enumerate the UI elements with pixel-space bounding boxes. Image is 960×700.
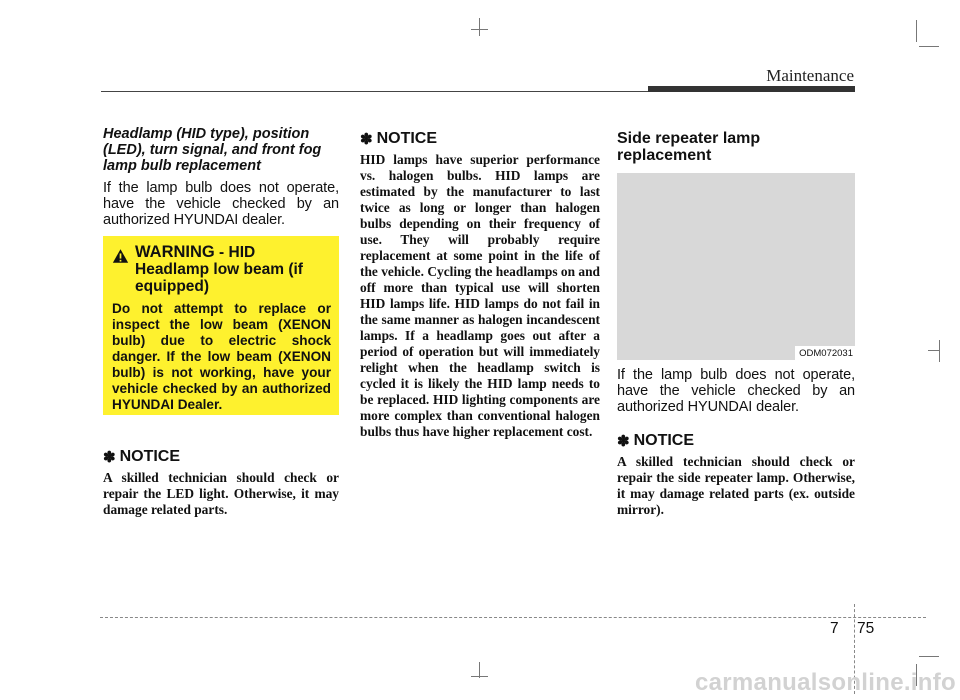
footer-rule <box>100 617 926 618</box>
warning-triangle-icon <box>112 248 129 264</box>
left-notice <box>103 448 339 518</box>
right-notice <box>617 432 855 518</box>
right-notice-heading-row <box>617 432 855 450</box>
warning-title-row <box>112 244 331 295</box>
headlamp-subheading: Headlamp (HID type), position (LED), turn signal, and front fog lamp bulb replacement <box>103 126 322 174</box>
page-header-title: Maintenance <box>766 66 854 85</box>
side-repeater-body: If the lamp bulb does not operate, have the vehicle checked by an authorized HYUNDAI dealer. <box>617 367 855 415</box>
warning-subtitle: - HID Headlamp low beam (if equipped) <box>135 244 303 295</box>
notice-mark-icon: ✽ <box>617 433 630 450</box>
warning-word: WARNING <box>135 243 215 261</box>
middle-notice-heading: NOTICE <box>376 130 438 147</box>
notice-mark-icon: ✽ <box>103 449 116 466</box>
middle-notice-body: HID lamps have superior performance vs. halogen bulbs. HID lamps are estimated by the manufacturer to last twice as long or longer than halogen bulbs depending on their frequency of use. They will probably require replacement at some point in the life of the vehicle. Cycling the headlamps on and off more than typical use will shorten HID lamps life. HID lamps do not fail in the same manner as halogen incandescent lamps. If a headlamp goes out after a period of operation but will immediately relight when the headlamp switch is cycled it is likely the HID lamp needs to be replaced. HID lighting components are more complex than conventional halogen bulbs thus have higher replacement cost. <box>360 152 600 439</box>
watermark: carmanualsonline.info <box>694 669 956 696</box>
right-section <box>617 130 855 164</box>
side-repeater-photo <box>617 173 855 360</box>
middle-notice-heading-row <box>360 130 600 148</box>
right-body-block <box>617 367 855 415</box>
page-number: 75 <box>857 620 875 637</box>
warning-body: Do not attempt to replace or inspect the low beam (XENON bulb) due to electric shock danger. If the low beam (XENON bulb) is not working, have your vehicle checked by an authorized HYUNDAI Dealer. <box>112 301 331 412</box>
middle-notice <box>360 130 600 440</box>
warning-title <box>135 244 331 295</box>
photo-label: ODM072031 <box>795 346 855 360</box>
right-notice-body: A skilled technician should check or repair the side repeater lamp. Otherwise, it may damage related parts (ex. outside mirror). <box>617 454 855 517</box>
left-notice-heading-row <box>103 448 339 466</box>
warning-box <box>103 236 339 415</box>
headlamp-body: If the lamp bulb does not operate, have the vehicle checked by an authorized HYUNDAI dealer. <box>103 180 339 228</box>
right-notice-heading: NOTICE <box>633 432 695 449</box>
left-notice-body: A skilled technician should check or repair the LED light. Otherwise, it may damage related parts. <box>103 470 339 517</box>
side-repeater-heading: Side repeater lamp replacement <box>617 130 761 164</box>
chapter-number: 7 <box>830 620 839 637</box>
left-column <box>103 126 339 228</box>
header-rule-accent <box>648 86 855 92</box>
notice-mark-icon: ✽ <box>360 131 373 148</box>
left-notice-heading: NOTICE <box>119 448 181 465</box>
